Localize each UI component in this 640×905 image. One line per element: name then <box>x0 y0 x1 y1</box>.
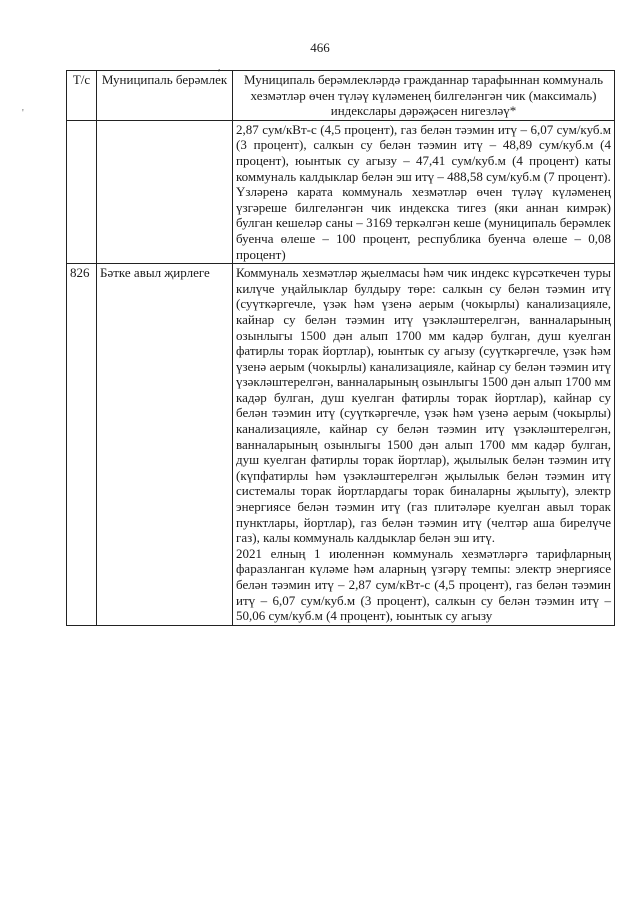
paragraph: Коммуналь хезмәтләр җыелмасы һәм чик индекс күрсәткечен туры килүче уңайлыклар булдыру төре: салкын су белән тәэмин итү (суүткәргечле, үзәк һәм үзенә аерым (чокырлы) канализацияле, кайнар су белән тәэмин итү үзәкләштерелгән, ванналарының озынлыгы 1500 дән алып 1700 мм кадәр булган, душ куелган фатирлы торак йортлар), юынтык су агызу (суүткәргечле, үзәк һәм үзенә аерым (чокырлы) канализацияле, кайнар су белән тәэмин итү үзәкләштерелгән, ванналарының озынлыгы 1500 дән алып 1700 мм кадәр булган, душ куелган фатирлы торак йортлар), кайнар су белән тәэмин итү (суүткәргечле, үзәк һәм үзенә аерым (чокырлы) канализацияле, кайнар су белән тәэмин итү үзәкләштерелгән, ванналарының озынлыгы 1500 дән алып 1700 мм кадәр булган, душ куелган фатирлы торак йортлар), җылылык белән тәэмин итү (күпфатирлы һәм үзәкләштерелгән җылылык белән тәэмин итү системалы торак йортлардагы торак биналарны җылыту), электр энергиясе белән тәэмин итү (газ плитәләре куелган авыл торак пунктлары, йортлар), газ белән тәэмин итү (челтәр аша бирелүче газ), калы коммуналь калдыклар белән эш итү. <box>236 265 611 546</box>
cell-justification <box>233 264 615 626</box>
cell-justification <box>233 120 615 263</box>
header-justification: Муниципаль берәмлекләрдә гражданнар тарафыннан коммуналь хезмәтләр өчен түләү күләменең билгеләнгән чик (максималь) индекслары дәрәҗәсен нигезләү* <box>233 71 615 121</box>
paragraph: Үзләренә карата коммуналь хезмәтләр өчен түләү күләменең үзгәреше билгеләнгән чик индекска тигез (яки аннан кимрәк) булган кешеләр саны – 3169 теркәлгән кеше (муниципаль берәмлек буенча өлеше – 100 процент, республика буенча өлеше – 0,08 процент) <box>236 184 611 262</box>
header-number: Т/с <box>67 71 97 121</box>
cell-number: 826 <box>67 264 97 626</box>
tariff-table <box>66 70 615 626</box>
table-row-826 <box>67 264 615 626</box>
scan-mark: ' <box>22 108 24 119</box>
cell-municipality: Бәтке авыл җирлеге <box>97 264 233 626</box>
table-row-continued <box>67 120 615 263</box>
header-municipality: Муниципаль берәмлек <box>97 71 233 121</box>
paragraph: 2021 елның 1 июленнән коммуналь хезмәтләргә тарифларның фаразланган күләме һәм аларның үзгәрү темпы: электр энергиясе белән тәэмин итү – 2,87 сум/кВт-с (4,5 процент), газ белән тәэмин итү – 6,07 сум/куб.м (3 процент), салкын су белән тәэмин итү – 50,06 сум/куб.м (4 процент), юынтык су агызу <box>236 545 611 624</box>
paragraph: 2,87 сум/кВт-с (4,5 процент), газ белән тәэмин итү – 6,07 сум/куб.м (3 процент), салкын су белән тәэмин итү – 48,89 сум/куб.м (4 процент), юынтык су агызу – 47,41 сум/куб.м (4 процент) каты коммуналь калдыклар белән эш итү – 488,58 сум/куб.м (7 процент). <box>236 121 611 184</box>
table-header-row <box>67 71 615 121</box>
page-number: 466 <box>310 40 330 55</box>
cell-municipality <box>97 120 233 263</box>
scan-mark: , <box>218 62 221 73</box>
cell-number <box>67 120 97 263</box>
